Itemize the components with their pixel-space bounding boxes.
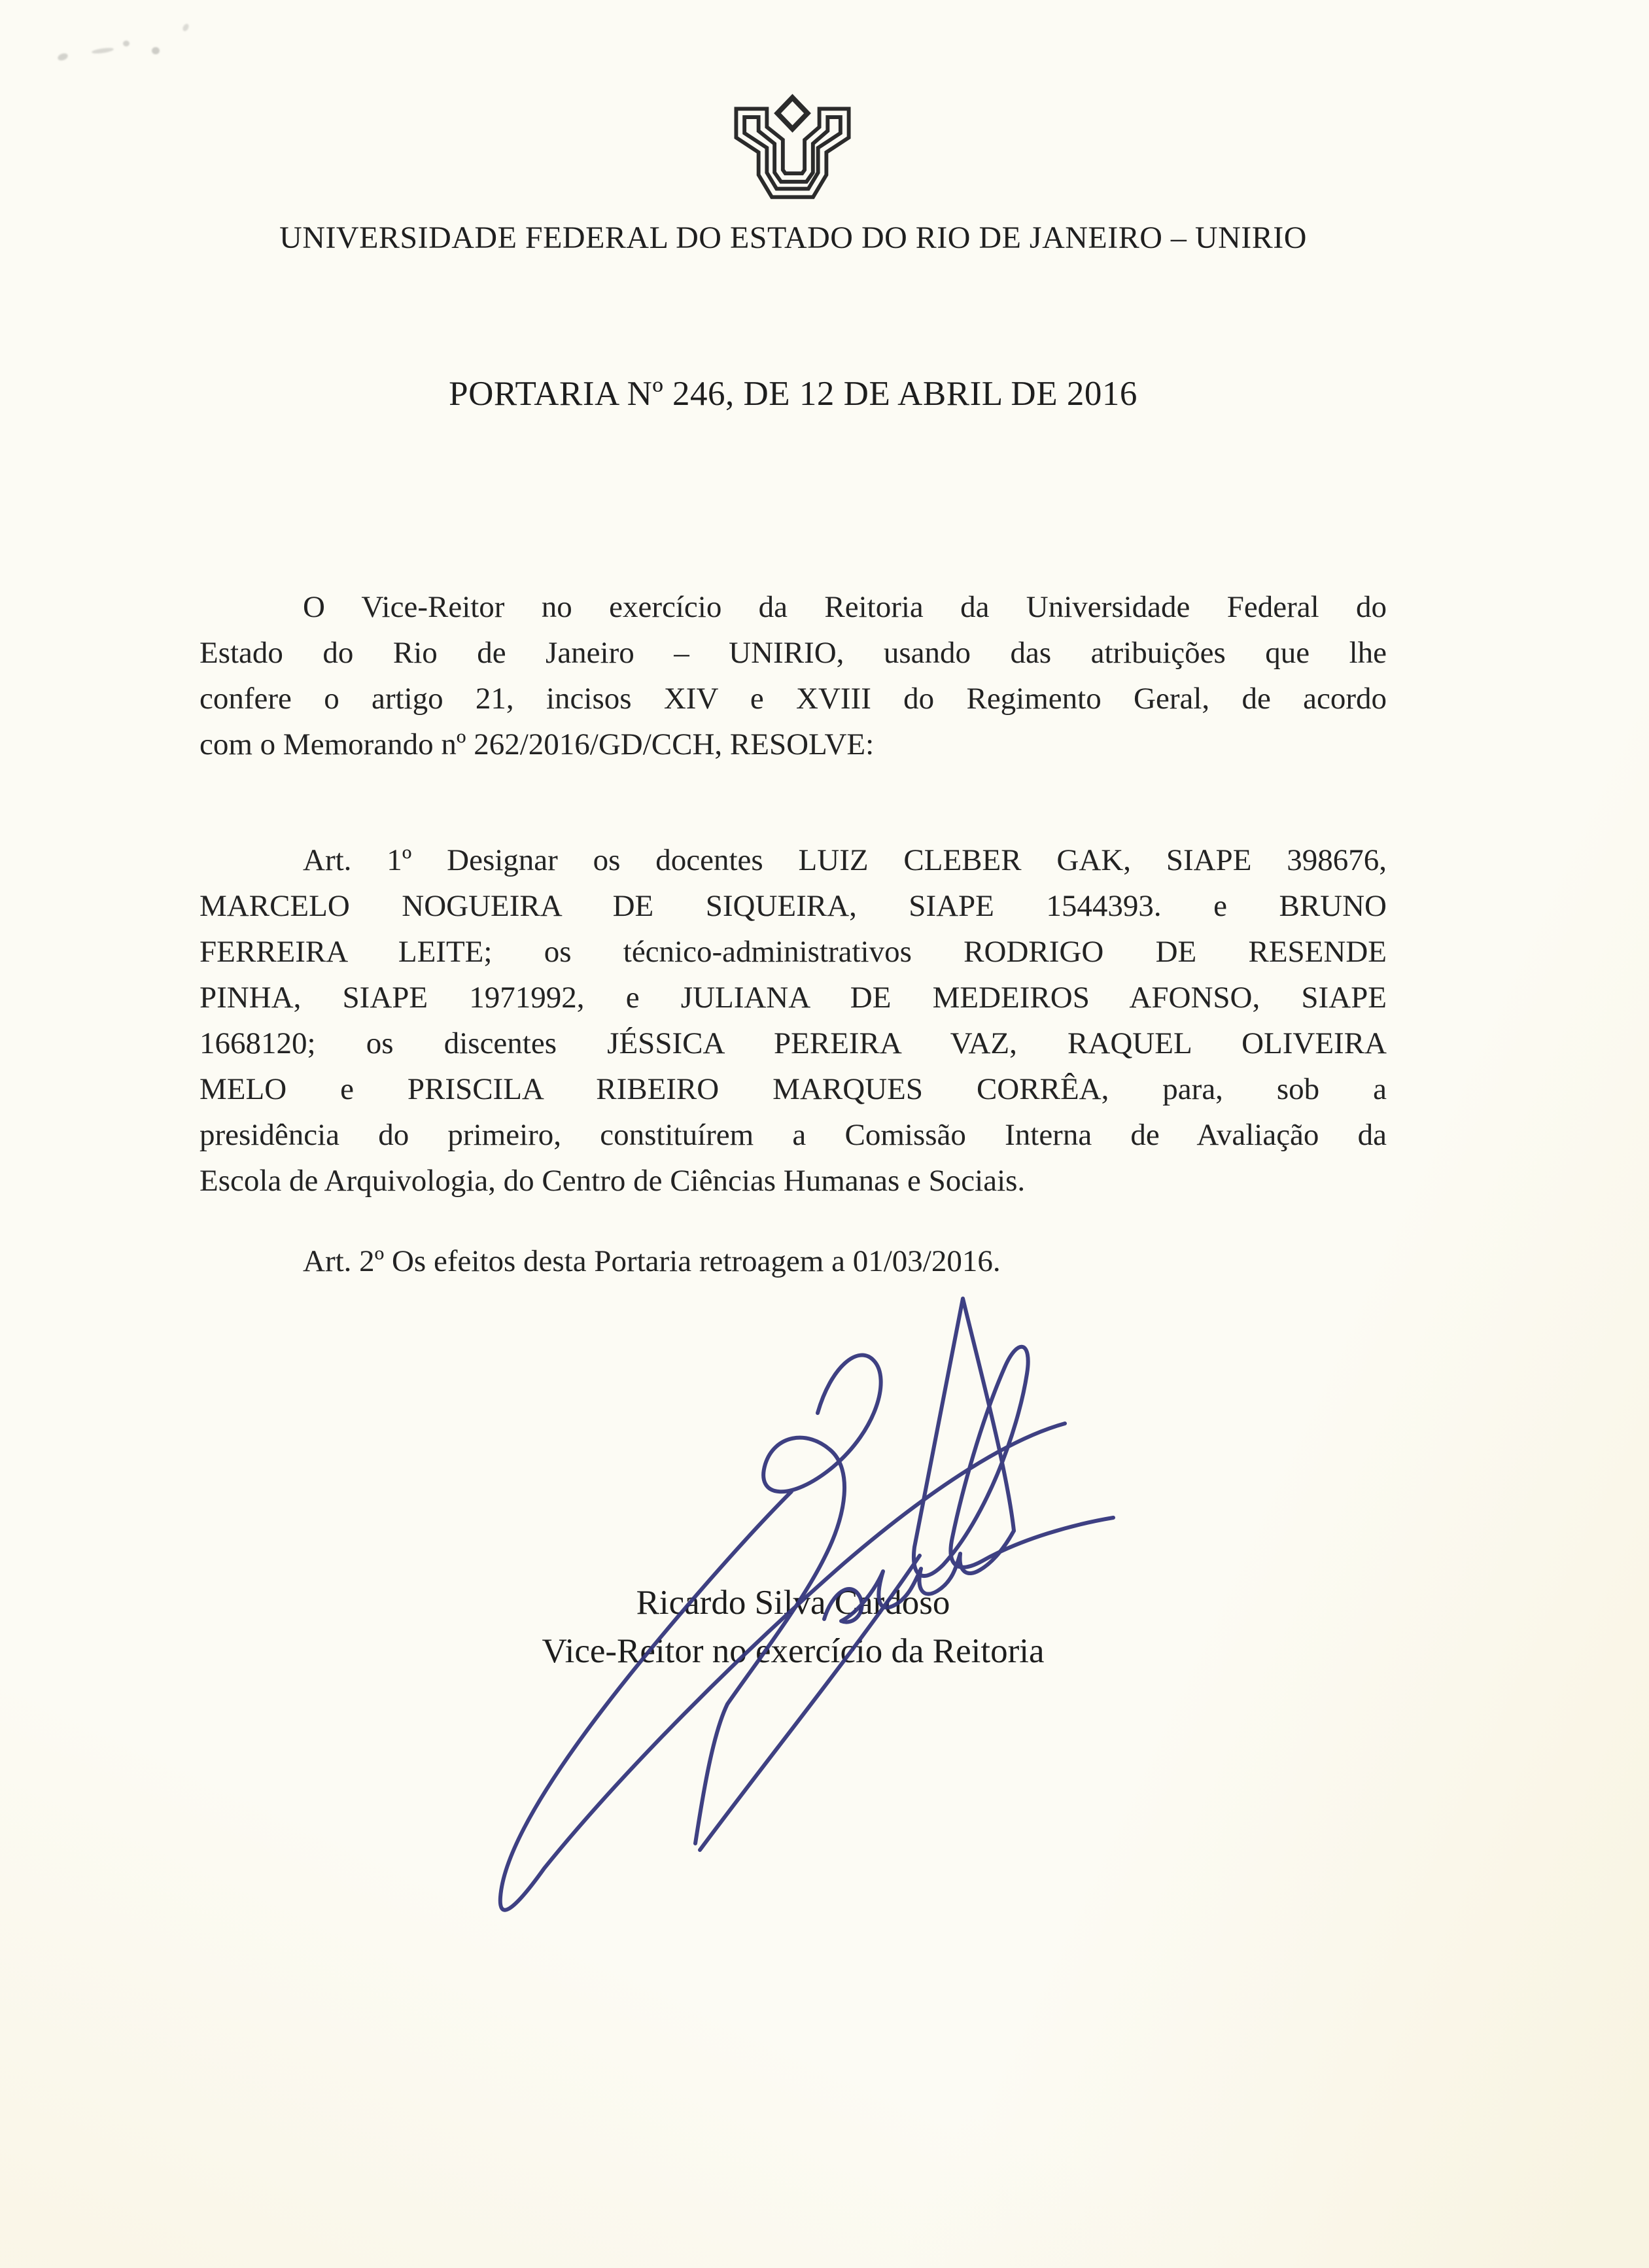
text-line: MARCELO NOGUEIRA DE SIQUEIRA, SIAPE 1544393. e BRUNO: [200, 889, 1387, 923]
scan-speck: [123, 41, 130, 46]
text-line: MELO e PRISCILA RIBEIRO MARQUES CORRÊA, para, sob a: [200, 1072, 1387, 1106]
institution-name: UNIVERSIDADE FEDERAL DO ESTADO DO RIO DE JANEIRO – UNIRIO: [279, 220, 1307, 255]
scan-speck: [152, 47, 160, 54]
text-line: Art. 2º Os efeitos desta Portaria retroagem a 01/03/2016.: [303, 1244, 1001, 1278]
scan-speck: [92, 47, 114, 55]
signer-role: Vice-Reitor no exercício da Reitoria: [542, 1632, 1045, 1670]
text-line: PINHA, SIAPE 1971992, e JULIANA DE MEDEIROS AFONSO, SIAPE: [200, 981, 1387, 1015]
text-line: Estado do Rio de Janeiro – UNIRIO, usando das atribuições que lhe: [200, 636, 1387, 670]
text-line: O Vice-Reitor no exercício da Reitoria da Universidade Federal do: [303, 590, 1387, 624]
text-line: confere o artigo 21, incisos XIV e XVIII do Regimento Geral, de acordo: [200, 682, 1387, 716]
signer-name: Ricardo Silva Cardoso: [636, 1584, 950, 1622]
text-line: 1668120; os discentes JÉSSICA PEREIRA VAZ, RAQUEL OLIVEIRA: [200, 1026, 1387, 1060]
text-line: Escola de Arquivologia, do Centro de Ciências Humanas e Sociais.: [200, 1164, 1026, 1198]
text-line: FERREIRA LEITE; os técnico-administrativos RODRIGO DE RESENDE: [200, 935, 1387, 969]
text-line: presidência do primeiro, constituírem a Comissão Interna de Avaliação da: [200, 1118, 1387, 1152]
document-title: PORTARIA Nº 246, DE 12 DE ABRIL DE 2016: [449, 375, 1137, 413]
text-line: Art. 1º Designar os docentes LUIZ CLEBER GAK, SIAPE 398676,: [303, 843, 1387, 877]
paragraph-article-2: [200, 1238, 1387, 1284]
paragraph-article-1: [200, 837, 1387, 1204]
unirio-logo-icon: [734, 93, 852, 201]
text-line: com o Memorando nº 262/2016/GD/CCH, RESOLVE:: [200, 727, 875, 761]
scan-speck: [182, 23, 190, 32]
scan-speck: [57, 52, 69, 62]
paragraph-preamble: [200, 584, 1387, 767]
